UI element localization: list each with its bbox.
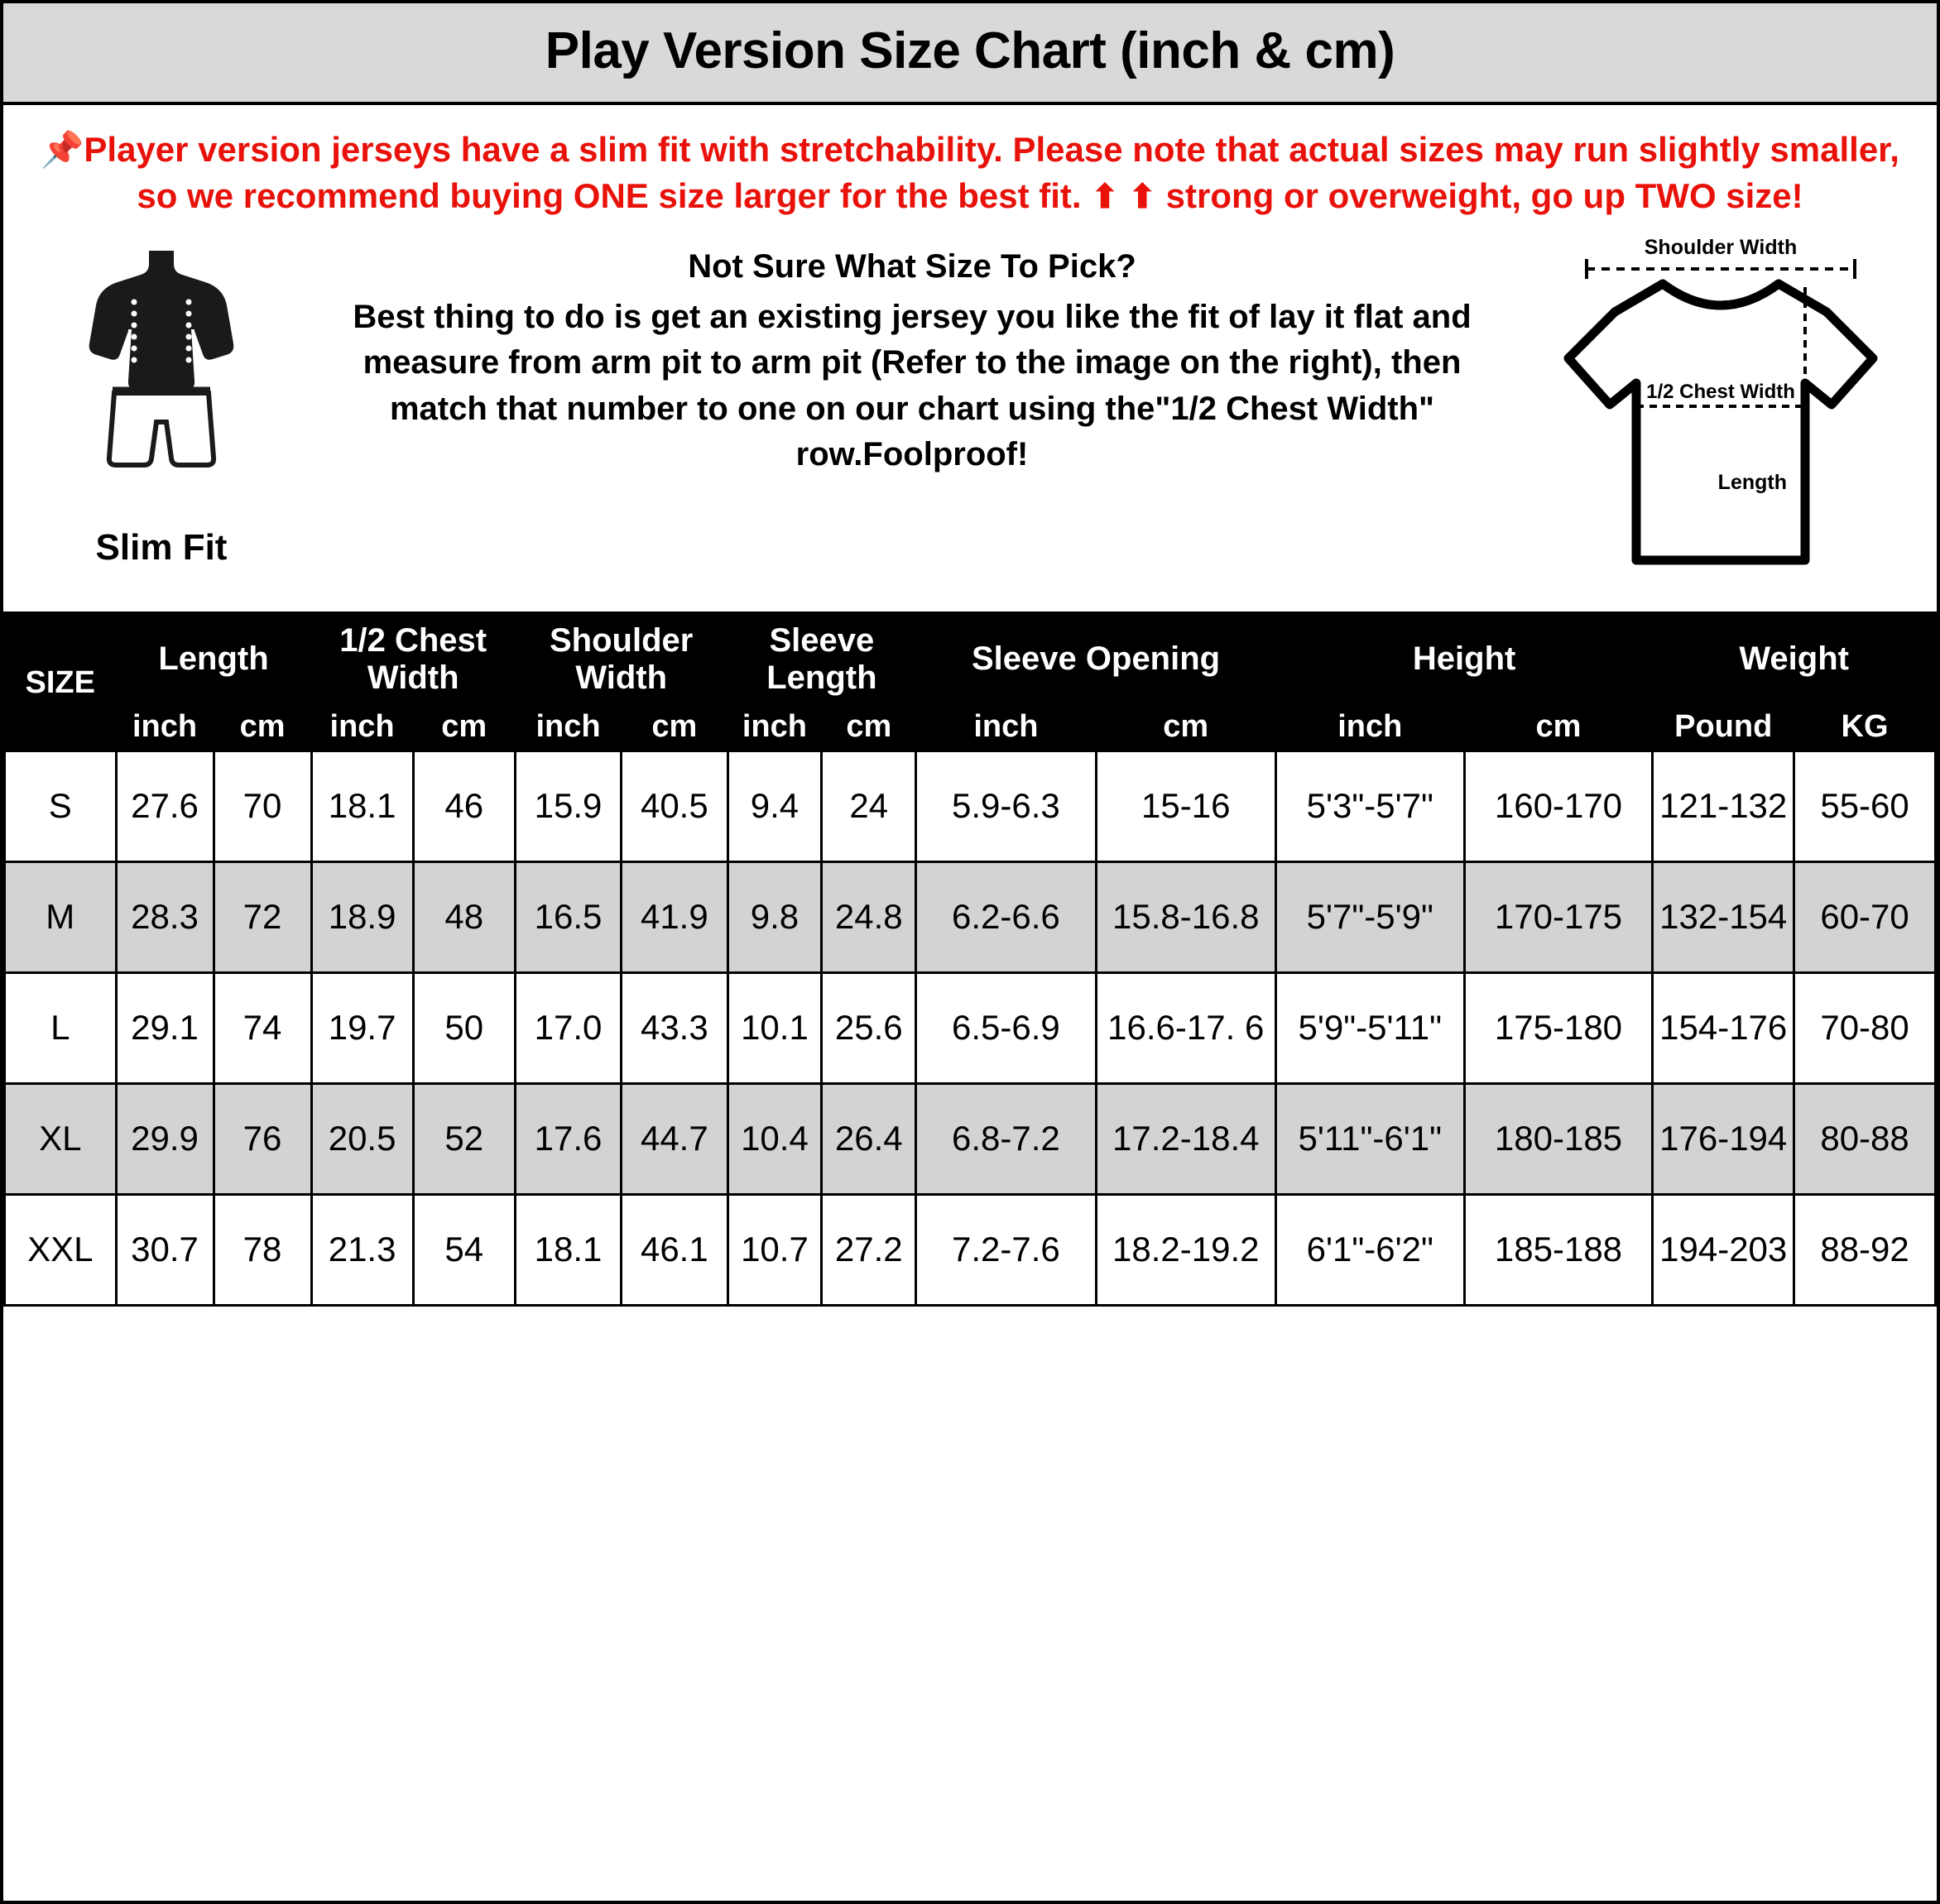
cell: 185-188 xyxy=(1464,1194,1653,1305)
cell: 18.1 xyxy=(311,751,413,861)
cell: 20.5 xyxy=(311,1083,413,1194)
table-row xyxy=(5,861,1936,972)
row-size-label: L xyxy=(5,972,117,1083)
cell: 54 xyxy=(413,1194,515,1305)
cell: 55-60 xyxy=(1794,751,1936,861)
info-row xyxy=(3,224,1937,611)
header-unit-sleeve-opening-inch: inch xyxy=(916,703,1096,751)
cell: 26.4 xyxy=(822,1083,916,1194)
cell: 5'7"-5'9" xyxy=(1275,861,1464,972)
cell: 19.7 xyxy=(311,972,413,1083)
cell: 10.1 xyxy=(728,972,822,1083)
row-size-label: S xyxy=(5,751,117,861)
header-unit-weight-kg: KG xyxy=(1794,703,1936,751)
tshirt-measure-icon xyxy=(1539,236,1903,600)
cell: 16.5 xyxy=(515,861,621,972)
cell: 43.3 xyxy=(622,972,728,1083)
header-group-sleeve-opening: Sleeve Opening xyxy=(916,616,1276,703)
cell: 46.1 xyxy=(622,1194,728,1305)
cell: 27.6 xyxy=(116,751,214,861)
cell: 80-88 xyxy=(1794,1083,1936,1194)
cell: 24.8 xyxy=(822,861,916,972)
cell: 10.7 xyxy=(728,1194,822,1305)
page-title: Play Version Size Chart (inch & cm) xyxy=(545,22,1395,79)
cell: 21.3 xyxy=(311,1194,413,1305)
sizing-advice-question: Not Sure What Size To Pick? xyxy=(688,248,1136,285)
cell: 70 xyxy=(214,751,311,861)
header-unit-shoulder-inch: inch xyxy=(515,703,621,751)
cell: 132-154 xyxy=(1653,861,1794,972)
cell: 17.0 xyxy=(515,972,621,1083)
cell: 52 xyxy=(413,1083,515,1194)
cell: 25.6 xyxy=(822,972,916,1083)
cell: 9.8 xyxy=(728,861,822,972)
cell: 29.1 xyxy=(116,972,214,1083)
cell: 17.2-18.4 xyxy=(1096,1083,1275,1194)
header-unit-chest-cm: cm xyxy=(413,703,515,751)
size-table-holder xyxy=(3,611,1937,1901)
half-chest-width-label: 1/2 Chest Width xyxy=(1646,381,1795,404)
header-group-sleeve-length: Sleeve Length xyxy=(728,616,916,703)
cell: 30.7 xyxy=(116,1194,214,1305)
cell: 18.1 xyxy=(515,1194,621,1305)
cell: 15-16 xyxy=(1096,751,1275,861)
cell: 180-185 xyxy=(1464,1083,1653,1194)
header-unit-chest-inch: inch xyxy=(311,703,413,751)
cell: 28.3 xyxy=(116,861,214,972)
size-table-body xyxy=(5,751,1936,1305)
cell: 41.9 xyxy=(622,861,728,972)
header-unit-sleeve-length-inch: inch xyxy=(728,703,822,751)
cell: 48 xyxy=(413,861,515,972)
notice-part-1: Player version jerseys have a slim fit with stretchability. Please note that actual sizes may run slightly smaller, so we recommend buying ONE size larger for the best fit. xyxy=(84,130,1899,215)
cell: 5'3"-5'7" xyxy=(1275,751,1464,861)
row-size-label: XL xyxy=(5,1083,117,1194)
cell: 121-132 xyxy=(1653,751,1794,861)
shoulder-width-label: Shoulder Width xyxy=(1644,236,1798,260)
header-group-height: Height xyxy=(1275,616,1652,703)
header-unit-weight-pound: Pound xyxy=(1653,703,1794,751)
arrow-up-icon-2: ⬆ xyxy=(1128,178,1156,215)
cell: 17.6 xyxy=(515,1083,621,1194)
cell: 16.6-17. 6 xyxy=(1096,972,1275,1083)
cell: 50 xyxy=(413,972,515,1083)
cell: 88-92 xyxy=(1794,1194,1936,1305)
tshirt-diagram-block xyxy=(1526,233,1915,600)
cell: 18.9 xyxy=(311,861,413,972)
cell: 15.8-16.8 xyxy=(1096,861,1275,972)
cell: 15.9 xyxy=(515,751,621,861)
chart-title-bar xyxy=(3,3,1937,105)
cell: 176-194 xyxy=(1653,1083,1794,1194)
table-header-row-units xyxy=(5,703,1936,751)
cell: 160-170 xyxy=(1464,751,1653,861)
cell: 74 xyxy=(214,972,311,1083)
cell: 46 xyxy=(413,751,515,861)
header-size: SIZE xyxy=(5,616,117,751)
slim-fit-label: Slim Fit xyxy=(95,527,228,568)
notice-part-2: strong or overweight, go up TWO size! xyxy=(1165,175,1803,215)
cell: 70-80 xyxy=(1794,972,1936,1083)
table-row xyxy=(5,751,1936,861)
header-group-half-chest-width: 1/2 Chest Width xyxy=(311,616,515,703)
size-table xyxy=(3,615,1937,1307)
row-size-label: XXL xyxy=(5,1194,117,1305)
cell: 9.4 xyxy=(728,751,822,861)
cell: 5.9-6.3 xyxy=(916,751,1096,861)
header-group-length: Length xyxy=(116,616,311,703)
table-header-row-groups xyxy=(5,616,1936,703)
sizing-advice xyxy=(298,233,1526,477)
cell: 24 xyxy=(822,751,916,861)
header-unit-sleeve-opening-cm: cm xyxy=(1096,703,1275,751)
cell: 10.4 xyxy=(728,1083,822,1194)
cell: 6.5-6.9 xyxy=(916,972,1096,1083)
table-row xyxy=(5,1083,1936,1194)
cell: 194-203 xyxy=(1653,1194,1794,1305)
slim-fit-block xyxy=(25,233,298,568)
row-size-label: M xyxy=(5,861,117,972)
cell: 5'9"-5'11" xyxy=(1275,972,1464,1083)
notice-text xyxy=(3,105,1937,224)
cell: 6'1"-6'2" xyxy=(1275,1194,1464,1305)
cell: 29.9 xyxy=(116,1083,214,1194)
header-unit-shoulder-cm: cm xyxy=(622,703,728,751)
sizing-advice-body: Best thing to do is get an existing jersey you like the fit of lay it flat and measure from arm pit to arm pit (Refer to the image on the right), then match that number to one on our chart using the"1/2 Chest Width" row.Foolproof! xyxy=(353,299,1472,472)
header-unit-height-inch: inch xyxy=(1275,703,1464,751)
slim-fit-body-icon xyxy=(66,244,257,517)
cell: 18.2-19.2 xyxy=(1096,1194,1275,1305)
cell: 72 xyxy=(214,861,311,972)
cell: 154-176 xyxy=(1653,972,1794,1083)
length-label: Length xyxy=(1717,471,1787,495)
table-row xyxy=(5,1194,1936,1305)
cell: 170-175 xyxy=(1464,861,1653,972)
header-unit-sleeve-length-cm: cm xyxy=(822,703,916,751)
header-unit-height-cm: cm xyxy=(1464,703,1653,751)
cell: 6.8-7.2 xyxy=(916,1083,1096,1194)
cell: 5'11"-6'1" xyxy=(1275,1083,1464,1194)
cell: 76 xyxy=(214,1083,311,1194)
cell: 175-180 xyxy=(1464,972,1653,1083)
header-group-shoulder-width: Shoulder Width xyxy=(515,616,728,703)
size-table-head xyxy=(5,616,1936,751)
arrow-up-icon-1: ⬆ xyxy=(1091,178,1119,215)
cell: 44.7 xyxy=(622,1083,728,1194)
cell: 40.5 xyxy=(622,751,728,861)
cell: 27.2 xyxy=(822,1194,916,1305)
cell: 60-70 xyxy=(1794,861,1936,972)
header-group-weight: Weight xyxy=(1653,616,1936,703)
cell: 7.2-7.6 xyxy=(916,1194,1096,1305)
pushpin-icon: 📌 xyxy=(41,130,84,169)
cell: 78 xyxy=(214,1194,311,1305)
cell: 6.2-6.6 xyxy=(916,861,1096,972)
header-unit-length-inch: inch xyxy=(116,703,214,751)
header-unit-length-cm: cm xyxy=(214,703,311,751)
table-row xyxy=(5,972,1936,1083)
